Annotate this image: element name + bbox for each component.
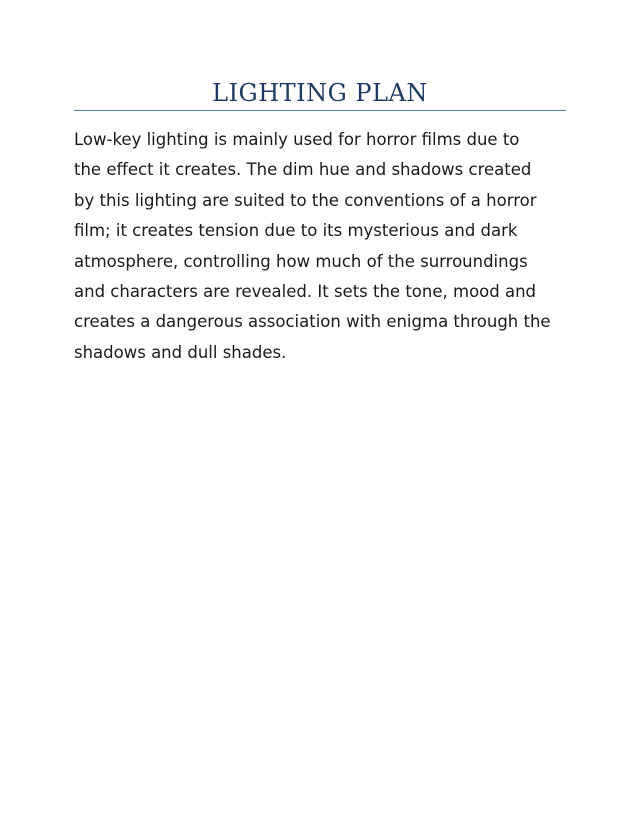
page-title: LIGHTING PLAN — [212, 79, 428, 107]
body-paragraph — [74, 125, 568, 368]
paragraph-line-4: film; it creates tension due to its mysterious and dark — [74, 221, 518, 241]
paragraph-line-1: Low-key lighting is mainly used for horror films due to — [74, 130, 520, 149]
paragraph-line-6: and characters are revealed. It sets the tone, mood and — [74, 282, 537, 302]
title-underline-divider — [74, 110, 566, 111]
paragraph-line-2: the effect it creates. The dim hue and shadows created — [74, 160, 532, 180]
paragraph-line-3: by this lighting are suited to the conventions of a horror — [74, 190, 537, 210]
paragraph-line-8: shadows and dull shades. — [74, 342, 287, 362]
paragraph-line-5: atmosphere, controlling how much of the surroundings — [74, 251, 528, 271]
paragraph-line-7: creates a dangerous association with enigma through the — [74, 312, 551, 332]
